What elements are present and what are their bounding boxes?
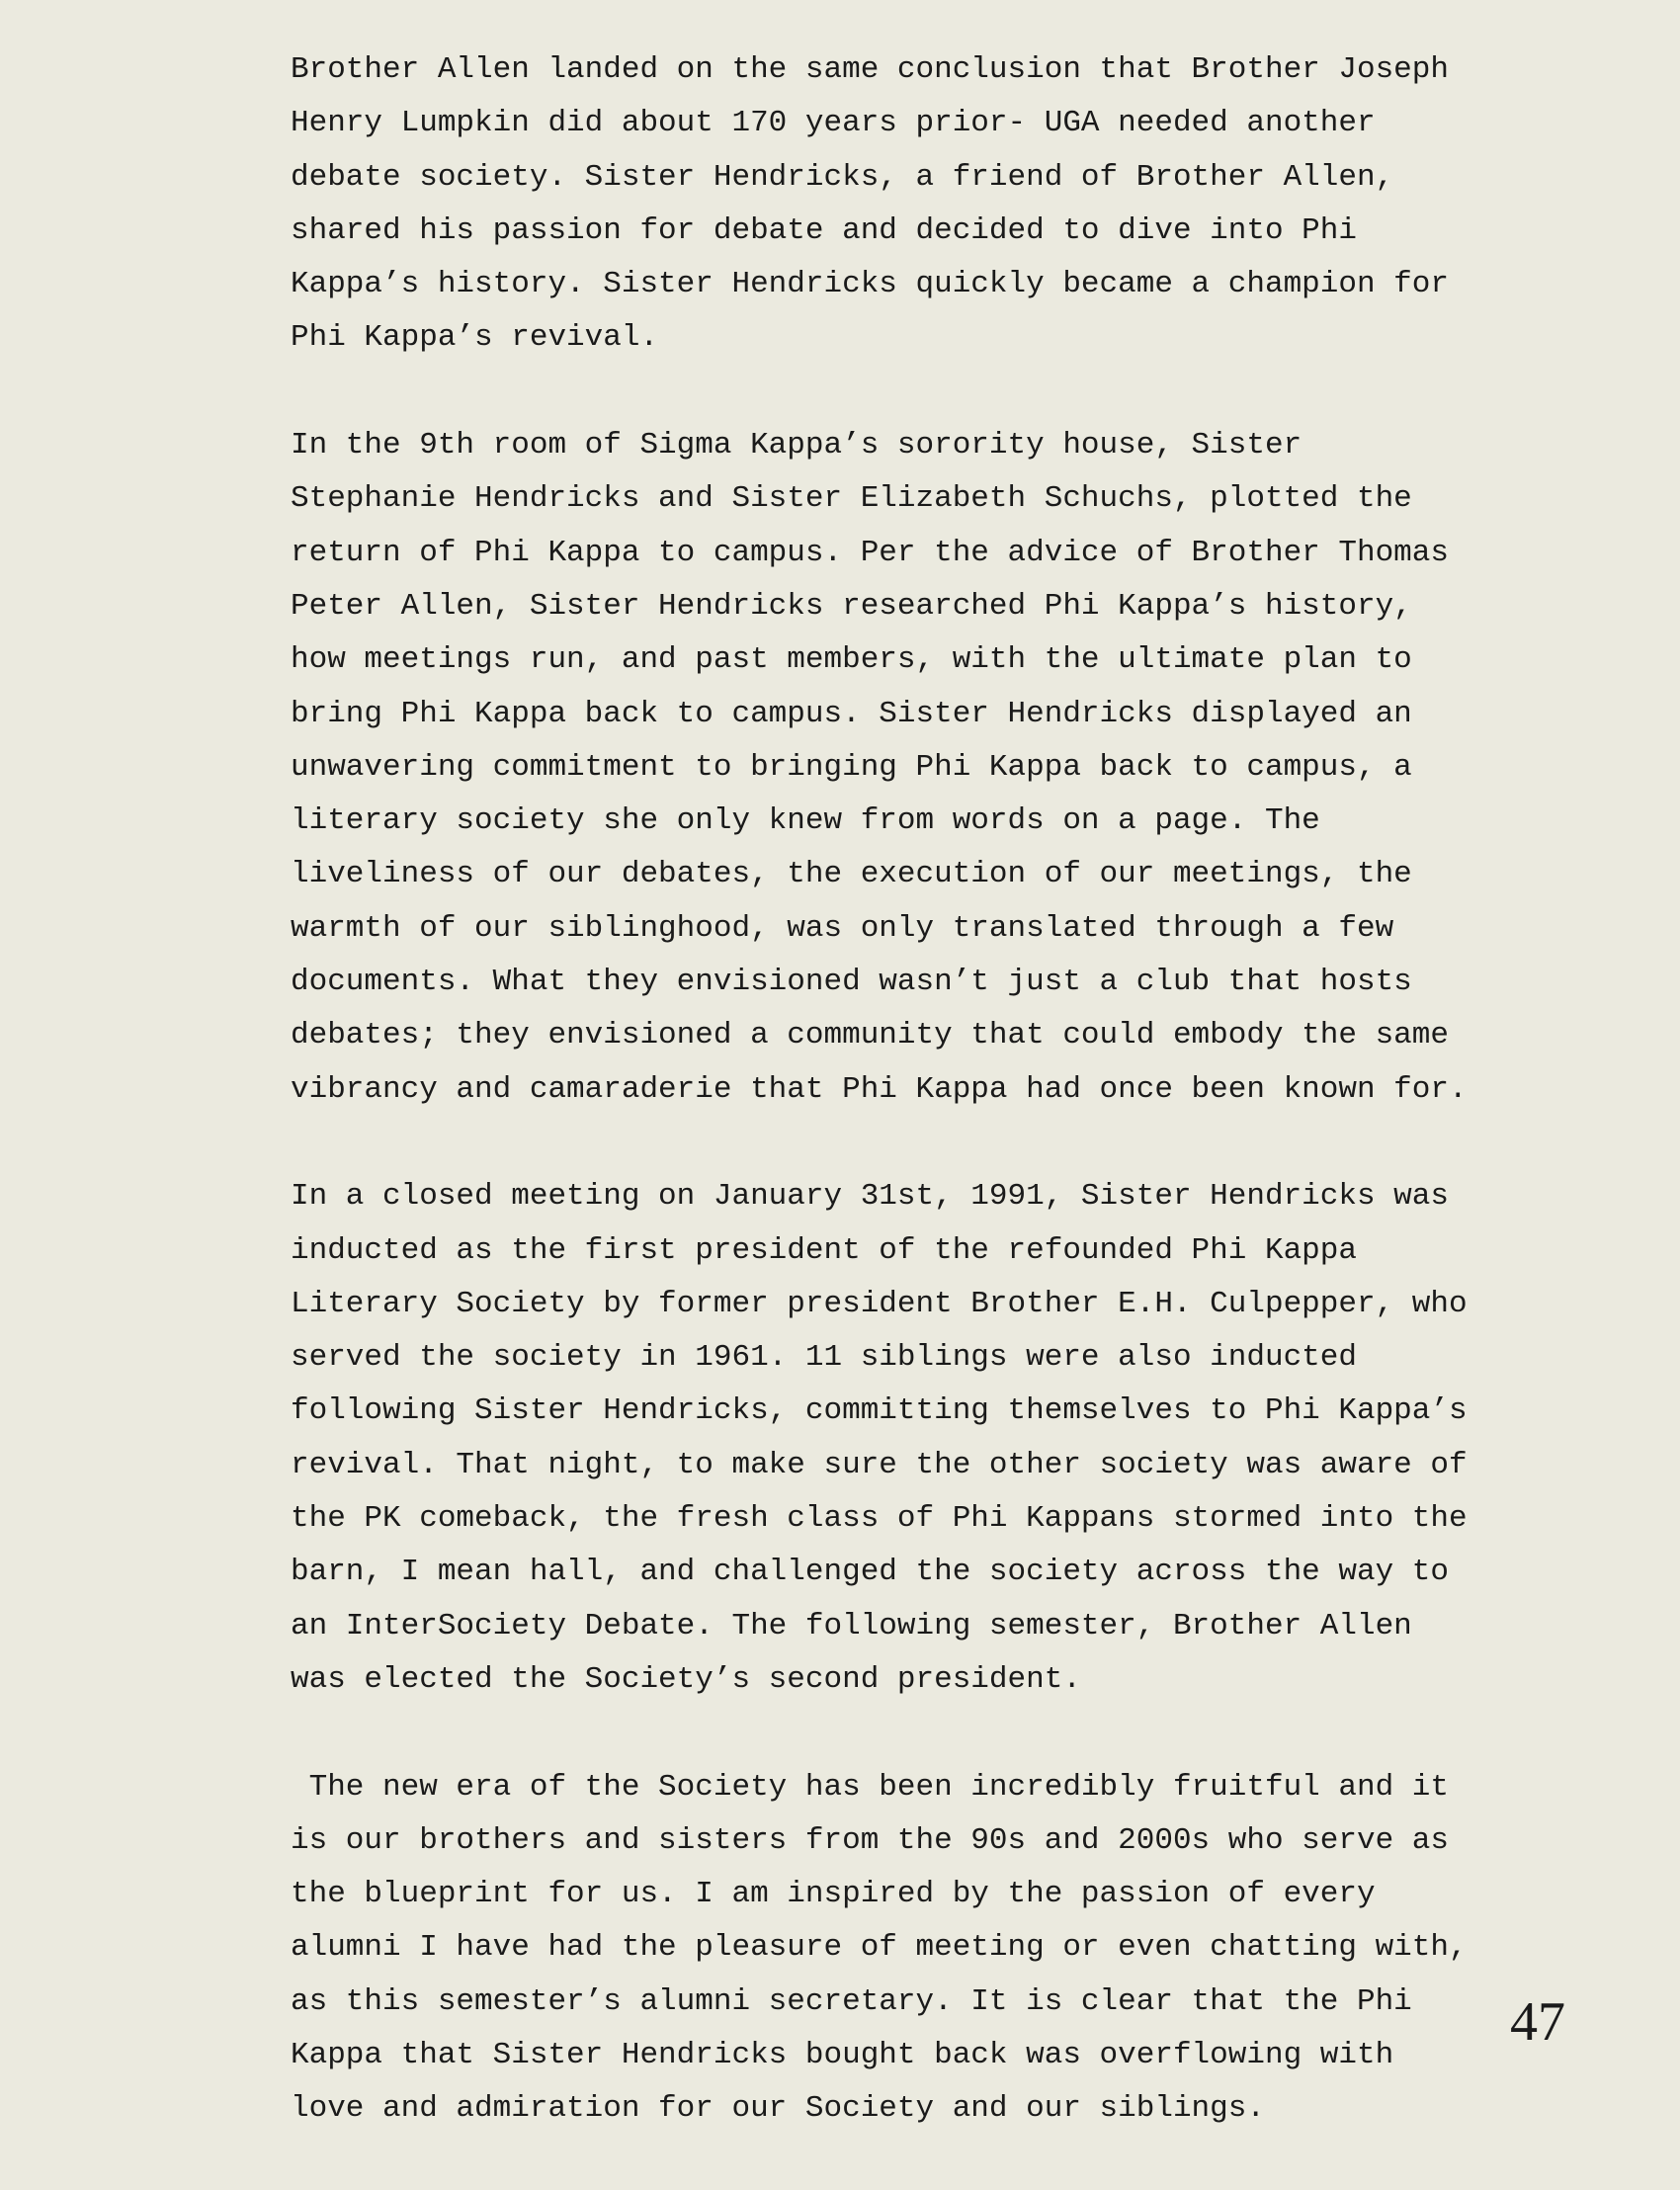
text-line: debates; they envisioned a community that could embody the same (291, 1018, 1449, 1053)
paragraph-1 (291, 43, 1449, 366)
text-line: unwavering commitment to bringing Phi Kappa back to campus, a (291, 749, 1412, 785)
text-line: In a closed meeting on January 31st, 1991, Sister Hendricks was (291, 1179, 1449, 1215)
paragraph-4 (291, 1761, 1468, 2137)
text-line: Kappa’s history. Sister Hendricks quickly became a champion for (291, 267, 1449, 302)
text-line: inducted as the first president of the refounded Phi Kappa (291, 1232, 1357, 1268)
text-line: documents. What they envisioned wasn’t just a club that hosts (291, 965, 1412, 1000)
text-line: love and admiration for our Society and our siblings. (291, 2091, 1265, 2127)
text-line: bring Phi Kappa back to campus. Sister Hendricks displayed an (291, 696, 1412, 731)
text-line: alumni I have had the pleasure of meeting or even chatting with, (291, 1930, 1468, 1966)
paragraph-3 (291, 1170, 1468, 1707)
text-line: was elected the Society’s second president. (291, 1661, 1081, 1697)
text-line: as this semester’s alumni secretary. It is clear that the Phi (291, 1983, 1412, 2019)
text-line: debate society. Sister Hendricks, a friend of Brother Allen, (291, 159, 1394, 195)
text-line: Phi Kappa’s revival. (291, 320, 659, 356)
text-line: liveliness of our debates, the execution of our meetings, the (291, 857, 1412, 892)
text-line: vibrancy and camaraderie that Phi Kappa had once been known for. (291, 1071, 1468, 1107)
text-line: The new era of the Society has been incredibly fruitful and it (291, 1769, 1449, 1805)
article-body (291, 43, 1468, 2190)
text-line: Stephanie Hendricks and Sister Elizabeth Schuchs, plotted the (291, 481, 1412, 517)
text-line: an InterSociety Debate. The following semester, Brother Allen (291, 1608, 1412, 1643)
text-line: Peter Allen, Sister Hendricks researched Phi Kappa’s history, (291, 588, 1412, 624)
text-line: revival. That night, to make sure the other society was aware of (291, 1447, 1468, 1482)
text-line: barn, I mean hall, and challenged the society across the way to (291, 1555, 1449, 1590)
text-line: following Sister Hendricks, committing themselves to Phi Kappa’s (291, 1393, 1468, 1429)
page-number: 47 (1510, 1991, 1565, 2053)
text-line: the blueprint for us. I am inspired by the passion of every (291, 1877, 1376, 1912)
text-line: the PK comeback, the fresh class of Phi Kappans stormed into the (291, 1501, 1468, 1537)
text-line: warmth of our siblinghood, was only translated through a few (291, 910, 1394, 946)
text-line: literary society she only knew from words on a page. The (291, 803, 1320, 839)
text-line: return of Phi Kappa to campus. Per the advice of Brother Thomas (291, 535, 1449, 570)
text-line: In the 9th room of Sigma Kappa’s sorority house, Sister (291, 428, 1302, 463)
text-line: how meetings run, and past members, with the ultimate plan to (291, 642, 1412, 678)
paragraph-2 (291, 419, 1468, 1117)
text-line: is our brothers and sisters from the 90s and 2000s who serve as (291, 1822, 1449, 1858)
text-line: Kappa that Sister Hendricks bought back was overflowing with (291, 2037, 1394, 2072)
text-line: Brother Allen landed on the same conclusion that Brother Joseph (291, 52, 1449, 87)
text-line: shared his passion for debate and decided to dive into Phi (291, 212, 1357, 248)
text-line: Henry Lumpkin did about 170 years prior- UGA needed another (291, 106, 1376, 141)
text-line: Literary Society by former president Brother E.H. Culpepper, who (291, 1286, 1468, 1321)
text-line: served the society in 1961. 11 siblings were also inducted (291, 1340, 1357, 1376)
